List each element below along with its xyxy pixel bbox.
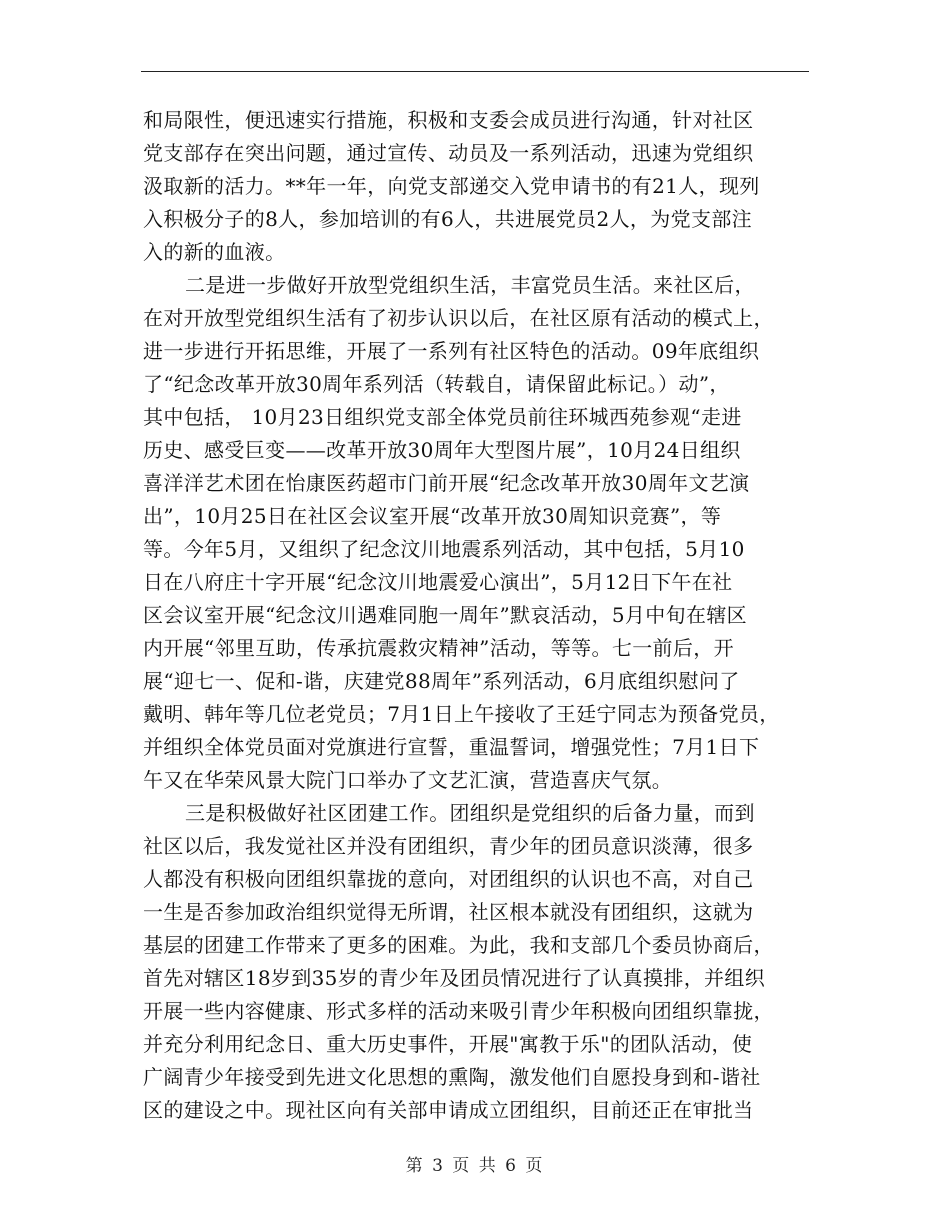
page-number: 第 3 页 共 6 页 <box>405 1156 545 1176</box>
text-line: 三是积极做好社区团建工作。团组织是党组织的后备力量，而到 <box>185 801 755 825</box>
text-line: 喜洋洋艺术团在怡康医药超市门前开展“纪念改革开放30周年文艺演 <box>143 471 750 495</box>
paragraph-1 <box>143 104 811 269</box>
text-line: 二是进一步做好开放型党组织生活，丰富党员生活。来社区后， <box>185 273 755 297</box>
text-line: 日在八府庄十字开展“纪念汶川地震爱心演出”，5月12日下午在社 <box>143 570 733 594</box>
text-line: 一生是否参加政治组织觉得无所谓，社区根本就没有团组织，这就为 <box>143 900 754 924</box>
text-line: 入积极分子的8人，参加培训的有6人，共进展党员2人，为党支部注 <box>143 207 753 231</box>
text-line: 首先对辖区18岁到35岁的青少年及团员情况进行了认真摸排，并组织 <box>143 966 766 990</box>
text-line: 党支部存在突出问题，通过宣传、动员及一系列活动，迅速为党组织 <box>143 141 754 165</box>
document-body <box>143 104 811 1127</box>
text-line: 出”，10月25日在社区会议室开展“改革开放30周知识竞赛”，等 <box>143 504 722 528</box>
text-line: 社区以后，我发觉社区并没有团组织，青少年的团员意识淡薄，很多 <box>143 834 754 858</box>
text-line: 等。今年5月，又组织了纪念汶川地震系列活动，其中包括，5月10 <box>143 537 745 561</box>
text-line: 展“迎七一、促和-谐，庆建党88周年”系列活动，6月底组织慰问了 <box>143 669 740 693</box>
text-line: 人都没有积极向团组织靠拢的意向，对团组织的认识也不高，对自己 <box>143 867 754 891</box>
text-line: 并组织全体党员面对党旗进行宣誓，重温誓词，增强党性；7月1日下 <box>143 735 760 759</box>
text-line: 并充分利用纪念日、重大历史事件，开展"寓教于乐"的团队活动，使 <box>143 1032 753 1056</box>
text-line: 区的建设之中。现社区向有关部申请成立团组织，目前还正在审批当 <box>143 1098 754 1122</box>
text-line: 历史、感受巨变——改革开放30周年大型图片展”，10月24日组织 <box>143 438 741 462</box>
paragraph-3 <box>143 797 811 1127</box>
text-line: 了“纪念改革开放30周年系列活（转载自，请保留此标记。）动”， <box>143 372 730 396</box>
text-line: 午又在华荣风景大院门口举办了文艺汇演，营造喜庆气氛。 <box>143 768 673 792</box>
text-line: 开展一些内容健康、形式多样的活动来吸引青少年积极向团组织靠拢， <box>143 999 774 1023</box>
paragraph-2 <box>143 269 811 797</box>
text-line: 戴明、韩年等几位老党员；7月1日上午接收了王廷宁同志为预备党员， <box>143 702 780 726</box>
text-line: 内开展“邻里互助，传承抗震救灾精神”活动，等等。七一前后，开 <box>143 636 734 660</box>
text-line: 区会议室开展“纪念汶川遇难同胞一周年”默哀活动，5月中旬在辖区 <box>143 603 748 627</box>
text-line: 其中包括， 10月23日组织党支部全体党员前往环城西苑参观“走进 <box>143 405 742 429</box>
header-rule <box>141 71 809 72</box>
text-line: 基层的团建工作带来了更多的困难。为此，我和支部几个委员协商后， <box>143 933 774 957</box>
text-line: 汲取新的活力。**年一年，向党支部递交入党申请书的有21人，现列 <box>143 174 760 198</box>
text-line: 广阔青少年接受到先进文化思想的熏陶，激发他们自愿投身到和-谐社 <box>143 1065 761 1089</box>
text-line: 入的新的血液。 <box>143 240 286 264</box>
text-line: 进一步进行开拓思维，开展了一系列有社区特色的活动。09年底组织 <box>143 339 760 363</box>
text-line: 和局限性，便迅速实行措施，积极和支委会成员进行沟通，针对社区 <box>143 108 754 132</box>
text-line: 在对开放型党组织生活有了初步认识以后，在社区原有活动的模式上， <box>143 306 774 330</box>
